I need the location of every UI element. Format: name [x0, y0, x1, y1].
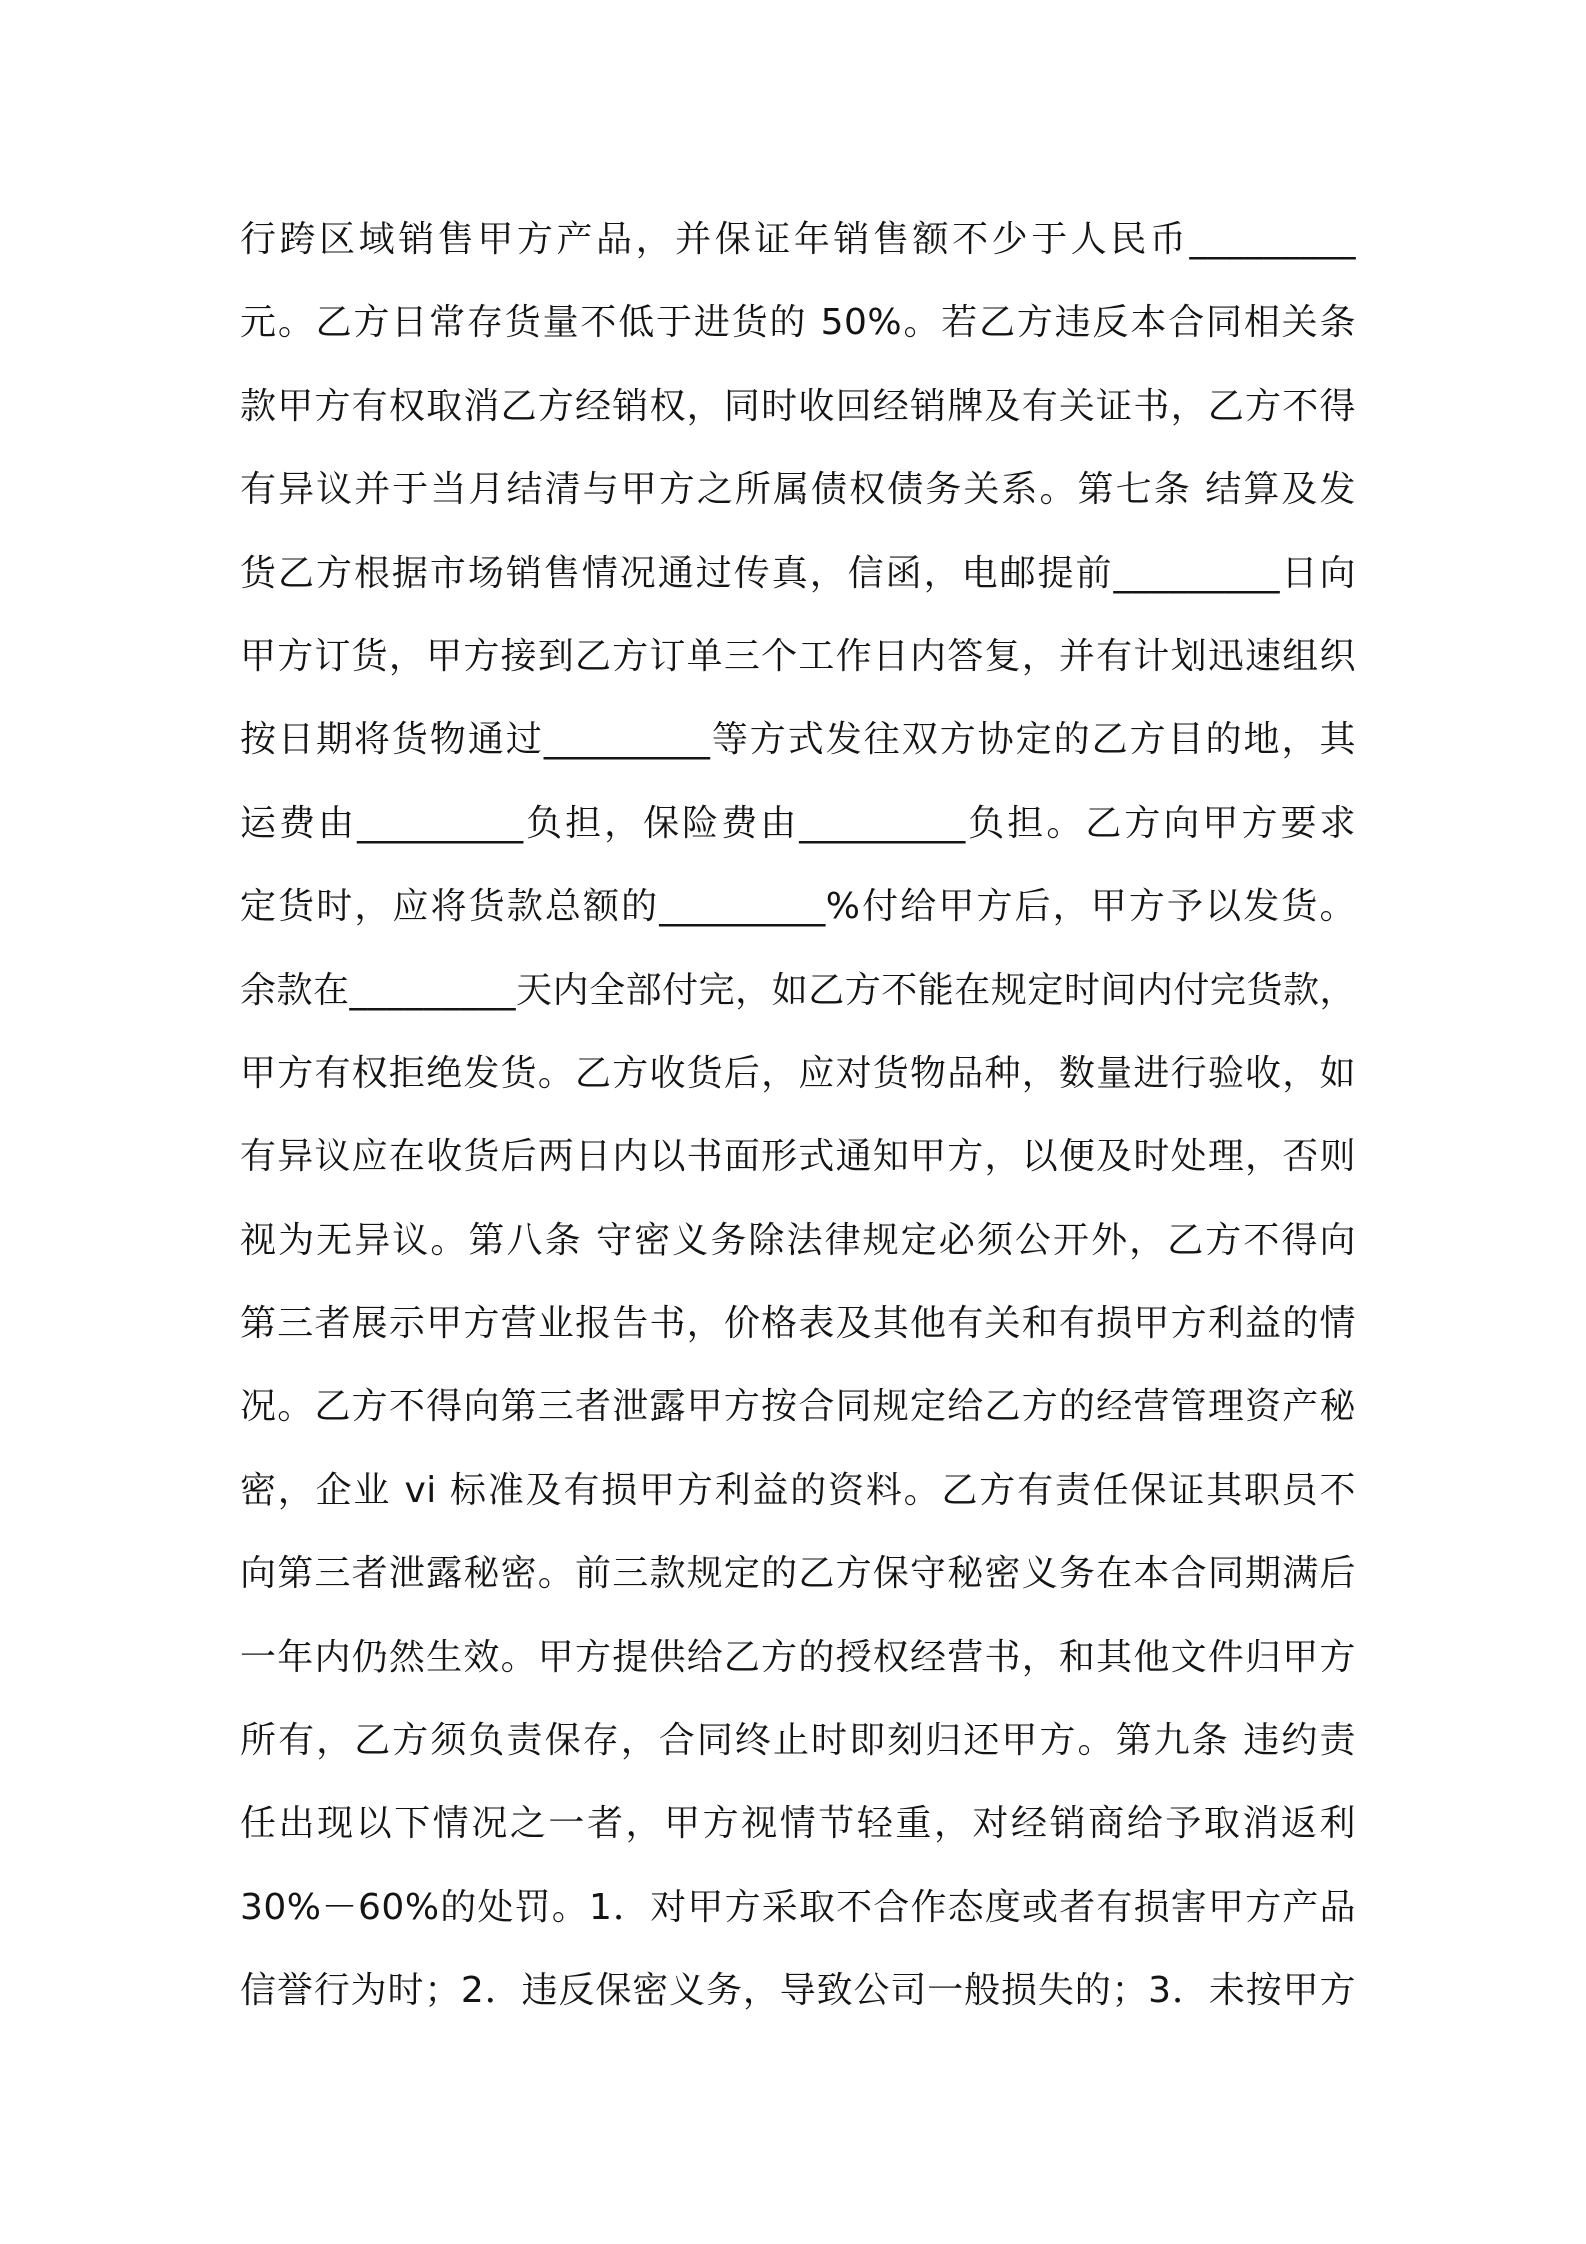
text-line-8: 运费由_________负担，保险费由_________负担。乙方向甲方要求	[240, 802, 1356, 844]
text-line-22: 信誉行为时；2．违反保密义务，导致公司一般损失的；3．未按甲方	[240, 1970, 1356, 2012]
text-line-1: 行跨区域销售甲方产品，并保证年销售额不少于人民币_________	[240, 219, 1356, 260]
text-line-21: 30%－60%的处罚。1．对甲方采取不合作态度或者有损害甲方产品	[240, 1886, 1356, 1928]
text-line-3: 款甲方有权取消乙方经销权，同时收回经销牌及有关证书，乙方不得	[240, 385, 1356, 427]
text-line-15: 况。乙方不得向第三者泄露甲方按合同规定给乙方的经营管理资产秘	[240, 1386, 1356, 1428]
text-line-14: 第三者展示甲方营业报告书，价格表及其他有关和有损甲方利益的情	[240, 1303, 1356, 1345]
text-line-7: 按日期将货物通过_________等方式发往双方协定的乙方目的地，其	[240, 719, 1356, 761]
text-line-6: 甲方订货，甲方接到乙方订单三个工作日内答复，并有计划迅速组织	[240, 635, 1356, 677]
text-line-19: 所有，乙方须负责保存，合同终止时即刻归还甲方。第九条 违约责	[240, 1720, 1356, 1762]
text-line-4: 有异议并于当月结清与甲方之所属债权债务关系。第七条 结算及发	[240, 469, 1356, 511]
text-line-20: 任出现以下情况之一者，甲方视情节轻重，对经销商给予取消返利	[240, 1803, 1356, 1845]
text-line-13: 视为无异议。第八条 守密义务除法律规定必须公开外，乙方不得向	[240, 1219, 1356, 1261]
text-line-11: 甲方有权拒绝发货。乙方收货后，应对货物品种，数量进行验收，如	[240, 1052, 1356, 1094]
text-line-12: 有异议应在收货后两日内以书面形式通知甲方，以便及时处理，否则	[240, 1136, 1356, 1178]
text-line-5: 货乙方根据市场销售情况通过传真，信函，电邮提前_________日向	[240, 552, 1356, 594]
text-line-2: 元。乙方日常存货量不低于进货的 50%。若乙方违反本合同相关条	[240, 302, 1356, 344]
text-line-10: 余款在_________天内全部付完，如乙方不能在规定时间内付完货款，	[240, 969, 1356, 1011]
text-line-9: 定货时，应将货款总额的_________%付给甲方后，甲方予以发货。	[240, 886, 1356, 928]
text-line-16: 密，企业 vi 标准及有损甲方利益的资料。乙方有责任保证其职员不	[240, 1469, 1356, 1511]
text-line-18: 一年内仍然生效。甲方提供给乙方的授权经营书，和其他文件归甲方	[240, 1636, 1356, 1678]
text-line-17: 向第三者泄露秘密。前三款规定的乙方保守秘密义务在本合同期满后	[240, 1553, 1356, 1595]
contract-body-text	[240, 198, 1356, 2033]
